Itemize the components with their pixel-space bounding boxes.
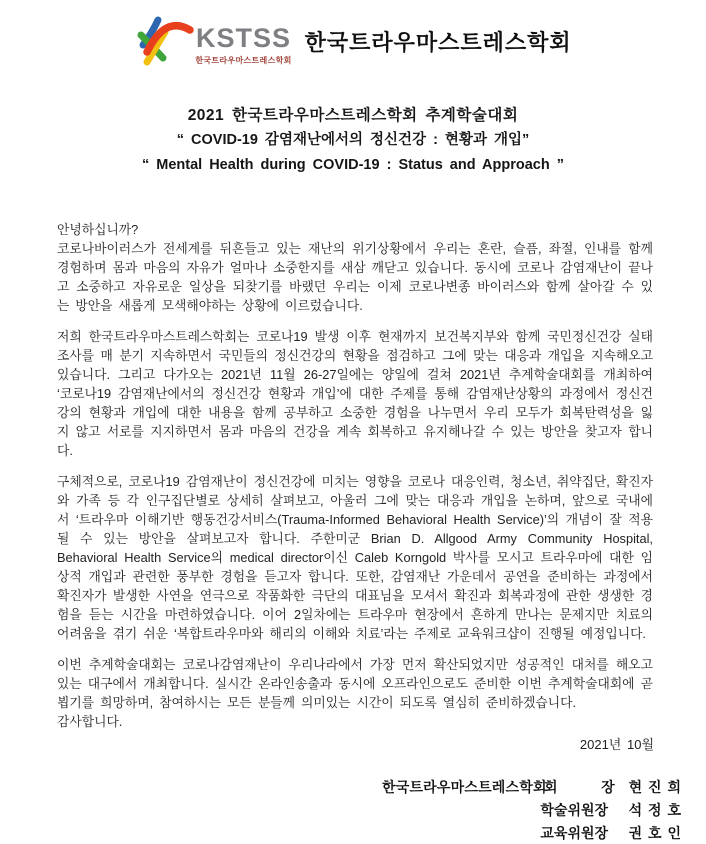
signature-org: 한국트라우마스트레스학회 [382, 778, 547, 795]
paragraph-4-text: 이번 추계학술대회는 코로나감염재난이 우리나라에서 가장 먼저 확산되었지만 성공적인 대처를 해오고있는 대구에서 개최합니다. 실시간 온라인송출과 동시에 오프라인으로도 준비한 이번 추계학술대회에 곧 뵙기를 희망하며, 참여하시는 모든 분들께 의미있는 시간이 되도록 열심히 준비하겠습니다. [57, 657, 653, 710]
logo-text [195, 22, 292, 66]
letter-body [57, 220, 653, 731]
kstss-logo-mark-icon [134, 13, 192, 69]
signature-name-president: 현 진 희 [628, 778, 682, 795]
signature-row-education-chair [382, 821, 682, 844]
logo-acronym: KSTSS [195, 22, 291, 53]
signature-role-academic-chair: 학술위원장 [540, 801, 609, 818]
conference-subtitle-english: “ Mental Health during COVID-19 : Status and Approach ” [141, 157, 565, 173]
paragraph-2: 저희 한국트라우마스트레스학회는 코로나19 발생 이후 현재까지 보건복지부와 함께 국민정신건강 실태조사를 매 분기 지속하면서 국민들의 정신건강의 현황을 점검하고 그에 맞는 대응과 개입을 지속해오고 있습니다. 그리고 다가오는 2021년 11월 26-27일에는 양일에 걸쳐 2021년 추계학술대회를 개최하여 ‘코로나19 감염재난에서의 정신건강 현황과 개입’에 대한 주제를 통해 감염재난상황의 과정에서 정신건강의 현황과 개입에 대한 내용을 함께 공부하고 소중한 경험을 나누면서 우리 모두가 회복탄력성을 잃지 않고 서로를 지지하면서 몸과 마음의 건강을 계속 회복하고 유지해나갈 수 있는 방안을 찾고자 합니다. [57, 329, 653, 458]
signature-role-president: 회 장 [544, 778, 615, 795]
signature-block [382, 775, 682, 844]
kstss-logo [134, 13, 291, 69]
org-title: 한국트라우마스트레스학회 [304, 29, 572, 55]
closing-line: 감사합니다. [57, 714, 123, 729]
paragraph-4 [57, 655, 653, 731]
conference-subtitle-korean: “ COVID-19 감염재난에서의 정신건강 : 현황과 개입” [176, 132, 530, 148]
signature-role-education-chair: 교육위원장 [540, 824, 609, 841]
paragraph-1-text: 코로나바이러스가 전세계를 뒤흔들고 있는 재난의 위기상황에서 우리는 혼란, 슬픔, 좌절, 인내를 함께 경험하며 몸과 마음의 자유가 얼마나 소중한지를 새삼 깨닫고 있습니다. 동시에 코로나 감염재난이 끝나고 소중하고 자유로운 일상을 되찾기를 바랬던 우리는 이제 코로나변종 바이러스와 함께 살아갈 수 있는 방안을 새롭게 모색해야하는 상황에 이르렀습니다. [57, 241, 653, 313]
letter-header [0, 0, 706, 69]
conference-title-korean: 2021 한국트라우마스트레스학회 추계학술대회 [187, 107, 519, 124]
signature-row-academic-chair [382, 798, 682, 821]
greeting-line: 안녕하십니까? [57, 222, 139, 237]
paragraph-3: 구체적으로, 코로나19 감염재난이 정신건강에 미치는 영향을 코로나 대응인력, 청소년, 취약집단, 확진자와 가족 등 각 인구집단별로 상세히 살펴보고, 아울러 그에 맞는 대응과 개입을 논하며, 앞으로 국내에서 ‘트라우마 이해기반 행동건강서비스(Trauma-Informed Behavioral Health Service)’의 개념이 잘 적용될 수 있는 방안을 살펴보고자 합니다. 주한미군 Brian D. Allgood Army Community Hospital, Behavioral Health Service의 medical director이신 Caleb Korngold 박사를 모시고 트라우마에 대한 임상적 개입과 관련한 풍부한 경험을 듣고자 합니다. 또한, 감염재난 가운데서 공연을 준비하는 과정에서 확진자가 발생한 사연을 연극으로 작품화한 극단의 대표님을 모셔서 확진과 회복과정에 관한 생생한 경험을 듣는 시간을 마련하였습니다. 이어 2일차에는 트라우마 현장에서 흔하게 만나는 문제지만 치료의 어려움을 겪기 쉬운 ‘복합트라우마와 해리의 이해와 치료’라는 주제로 교육워크샵이 진행될 예정입니다. [57, 474, 653, 641]
date-line: 2021년 10월 [579, 737, 654, 752]
conference-title-block [0, 103, 706, 178]
signature-name-academic-chair: 석 정 호 [628, 801, 682, 818]
logo-subtitle: 한국트라우마스트레스학회 [195, 55, 292, 65]
signature-row-president [382, 775, 682, 798]
paragraph-1 [57, 220, 653, 315]
signature-name-education-chair: 권 호 인 [628, 824, 682, 841]
